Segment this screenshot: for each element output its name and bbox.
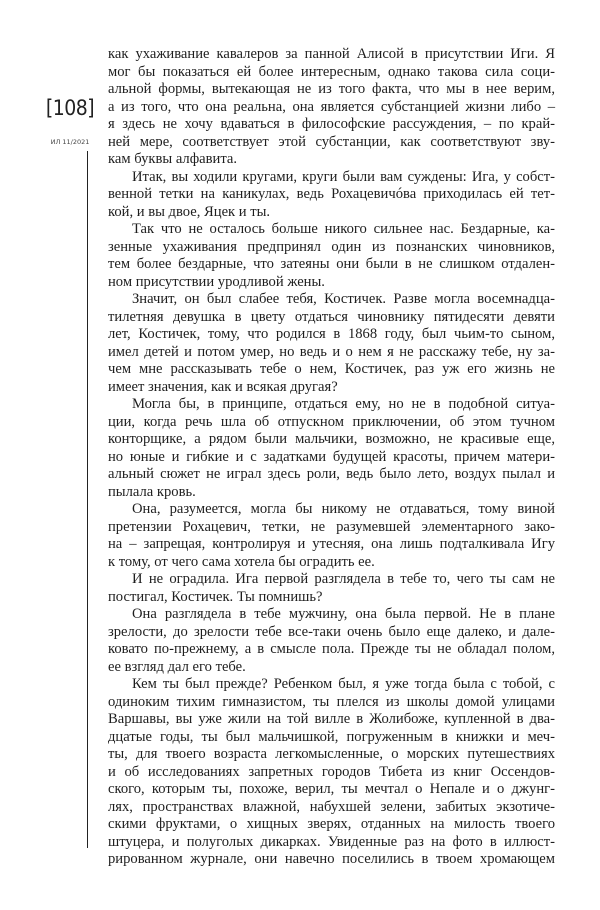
paragraph — [108, 221, 555, 291]
text-line: альной формы, вытекающая не из того факта, что мы в нее верим, — [108, 81, 555, 97]
paragraph — [108, 169, 555, 222]
text-line: ции, когда речь шла об отпускном приключении, об этом тучном — [108, 413, 555, 430]
text-line: зрелости, до зрелости тебе все-таки очень было еще далеко, и дале- — [108, 623, 555, 640]
text-line: Кем ты был прежде? Ребенком был, я уже тогда была с тобой, с — [132, 676, 555, 692]
text-line: одиноким тихим гимназистом, ты плелся из школы домой улицами — [108, 693, 555, 710]
text-line: Варшавы, вы уже жили на той вилле в Жолибоже, купленной в два- — [108, 711, 555, 727]
text-line: зенные ухаживания предпринял один из познанских чиновников, — [108, 238, 555, 255]
text-line: И не оградила. Ига первой разглядела в тебе то, чего ты сам не — [132, 571, 555, 587]
paragraph — [108, 606, 555, 676]
text-line: ского, которым ты, похоже, верил, ты мечтал о Непале и о джунг- — [108, 781, 555, 797]
text-line: Она, разумеется, могла бы никому не отдаваться, тому виной — [132, 501, 555, 517]
text-line: штуцера, и полуголых дикарках. Увиденные раз на фото в иллюст- — [108, 833, 555, 850]
text-line: на – запрещая, контролируя и утесняя, она лишь подталкивала Игу — [108, 536, 555, 552]
text-line: лях, пространствах влажной, набухшей зелени, забитых экзотиче- — [108, 798, 555, 815]
text-line: венной тетки на каникулах, ведь Рохацевичóва приходилась ей тет- — [108, 186, 555, 202]
text-line: чем мне рассказывать тебе о нем, Костичек, раз уж его жизнь не — [108, 361, 555, 377]
text-line: ты, для твоего возраста легкомысленные, о морских путешествиях — [108, 746, 555, 762]
text-line: претензии Рохацевич, тетки, не разумевшей элементарного зако- — [108, 518, 555, 535]
text-line: мог бы показаться ей более интересным, однако такова сила соци- — [108, 63, 555, 80]
text-line: имел детей и потом умер, но ведь и о нем я не расскажу тебе, ну за- — [108, 343, 555, 360]
text-line: кам буквы алфавита. — [108, 151, 238, 167]
paragraph — [108, 571, 555, 606]
text-line: как ухаживание кавалеров за панной Алисой в присутствии Иги. Я — [108, 46, 555, 62]
issue-label: ИЛ 11/2021 — [50, 138, 90, 146]
margin-rule — [87, 151, 88, 848]
text-line: пылала кровь. — [108, 483, 196, 500]
text-line: рированном журнале, они навечно поселились в твоем хромающем — [108, 851, 555, 867]
paragraph — [108, 46, 555, 169]
text-line: тем более бездарные, что затеяны они были в не слишком отдален- — [108, 256, 555, 272]
text-line: Так что не осталось больше никого сильнее нас. Бездарные, ка- — [132, 221, 555, 237]
text-line: ее взгляд дал его тебе. — [108, 658, 246, 675]
text-line: дцатые годы, ты был мальчишкой, погруженным в книжки и меч- — [108, 728, 555, 745]
text-line: Итак, вы ходили кругами, круги были вам суждены: Ига, у собст- — [132, 168, 555, 185]
text-line: имеет значения, как и всякая другая? — [108, 378, 338, 395]
text-line: ней мере, соответствует этой субстанции, как соответствуют зву- — [108, 133, 555, 150]
text-line: Она разглядела в тебе мужчину, она была первой. Не в плане — [132, 606, 555, 622]
text-line: к тому, от чего сама хотела бы оградить ее. — [108, 553, 375, 570]
text-line: тилетняя девушка в цвету отдаться чиновнику пятидесяти девяти — [108, 308, 555, 325]
paragraph — [108, 291, 555, 396]
page-number: [108] — [45, 96, 95, 120]
text-line: Значит, он был слабее тебя, Костичек. Разве могла восемнадца- — [132, 291, 555, 307]
text-line: я здесь не хочу вдаваться в философские рассуждения, – по край- — [108, 116, 555, 132]
paragraph — [108, 396, 555, 501]
text-line: кой, и вы двое, Яцек и ты. — [108, 203, 271, 220]
text-line: а из того, что она реальна, она является субстанцией жизни либо – — [108, 98, 555, 115]
body-text — [108, 46, 555, 869]
paragraph — [108, 501, 555, 571]
text-line: ном присутствии уродливой жены. — [108, 273, 325, 290]
text-line: лет, Костичек, тому, что родился в 1868 году, был чьим-то сыном, — [108, 326, 555, 342]
text-line: альный сюжет не играл здесь роли, ведь было лето, воздух пылал и — [108, 466, 555, 482]
text-line: ковато по-прежнему, а в смысле пола. Прежде ты не обладал полом, — [108, 641, 555, 657]
text-line: Могла бы, в принципе, отдаться ему, но не в подобной ситуа- — [132, 396, 555, 412]
text-line: но юные и гибкие и с задатками будущей красоты, причем матери- — [108, 448, 555, 465]
paragraph — [108, 676, 555, 869]
text-line: конторщике, а рядом были мальчики, возможно, не красивые еще, — [108, 431, 555, 447]
text-line: постигал, Костичек. Ты помнишь? — [108, 588, 323, 605]
text-line: скими фруктами, о хищных зверях, отданных на милость твоего — [108, 816, 555, 832]
text-line: и об исследованиях запретных городов Тибета из книг Оссендов- — [108, 763, 555, 780]
